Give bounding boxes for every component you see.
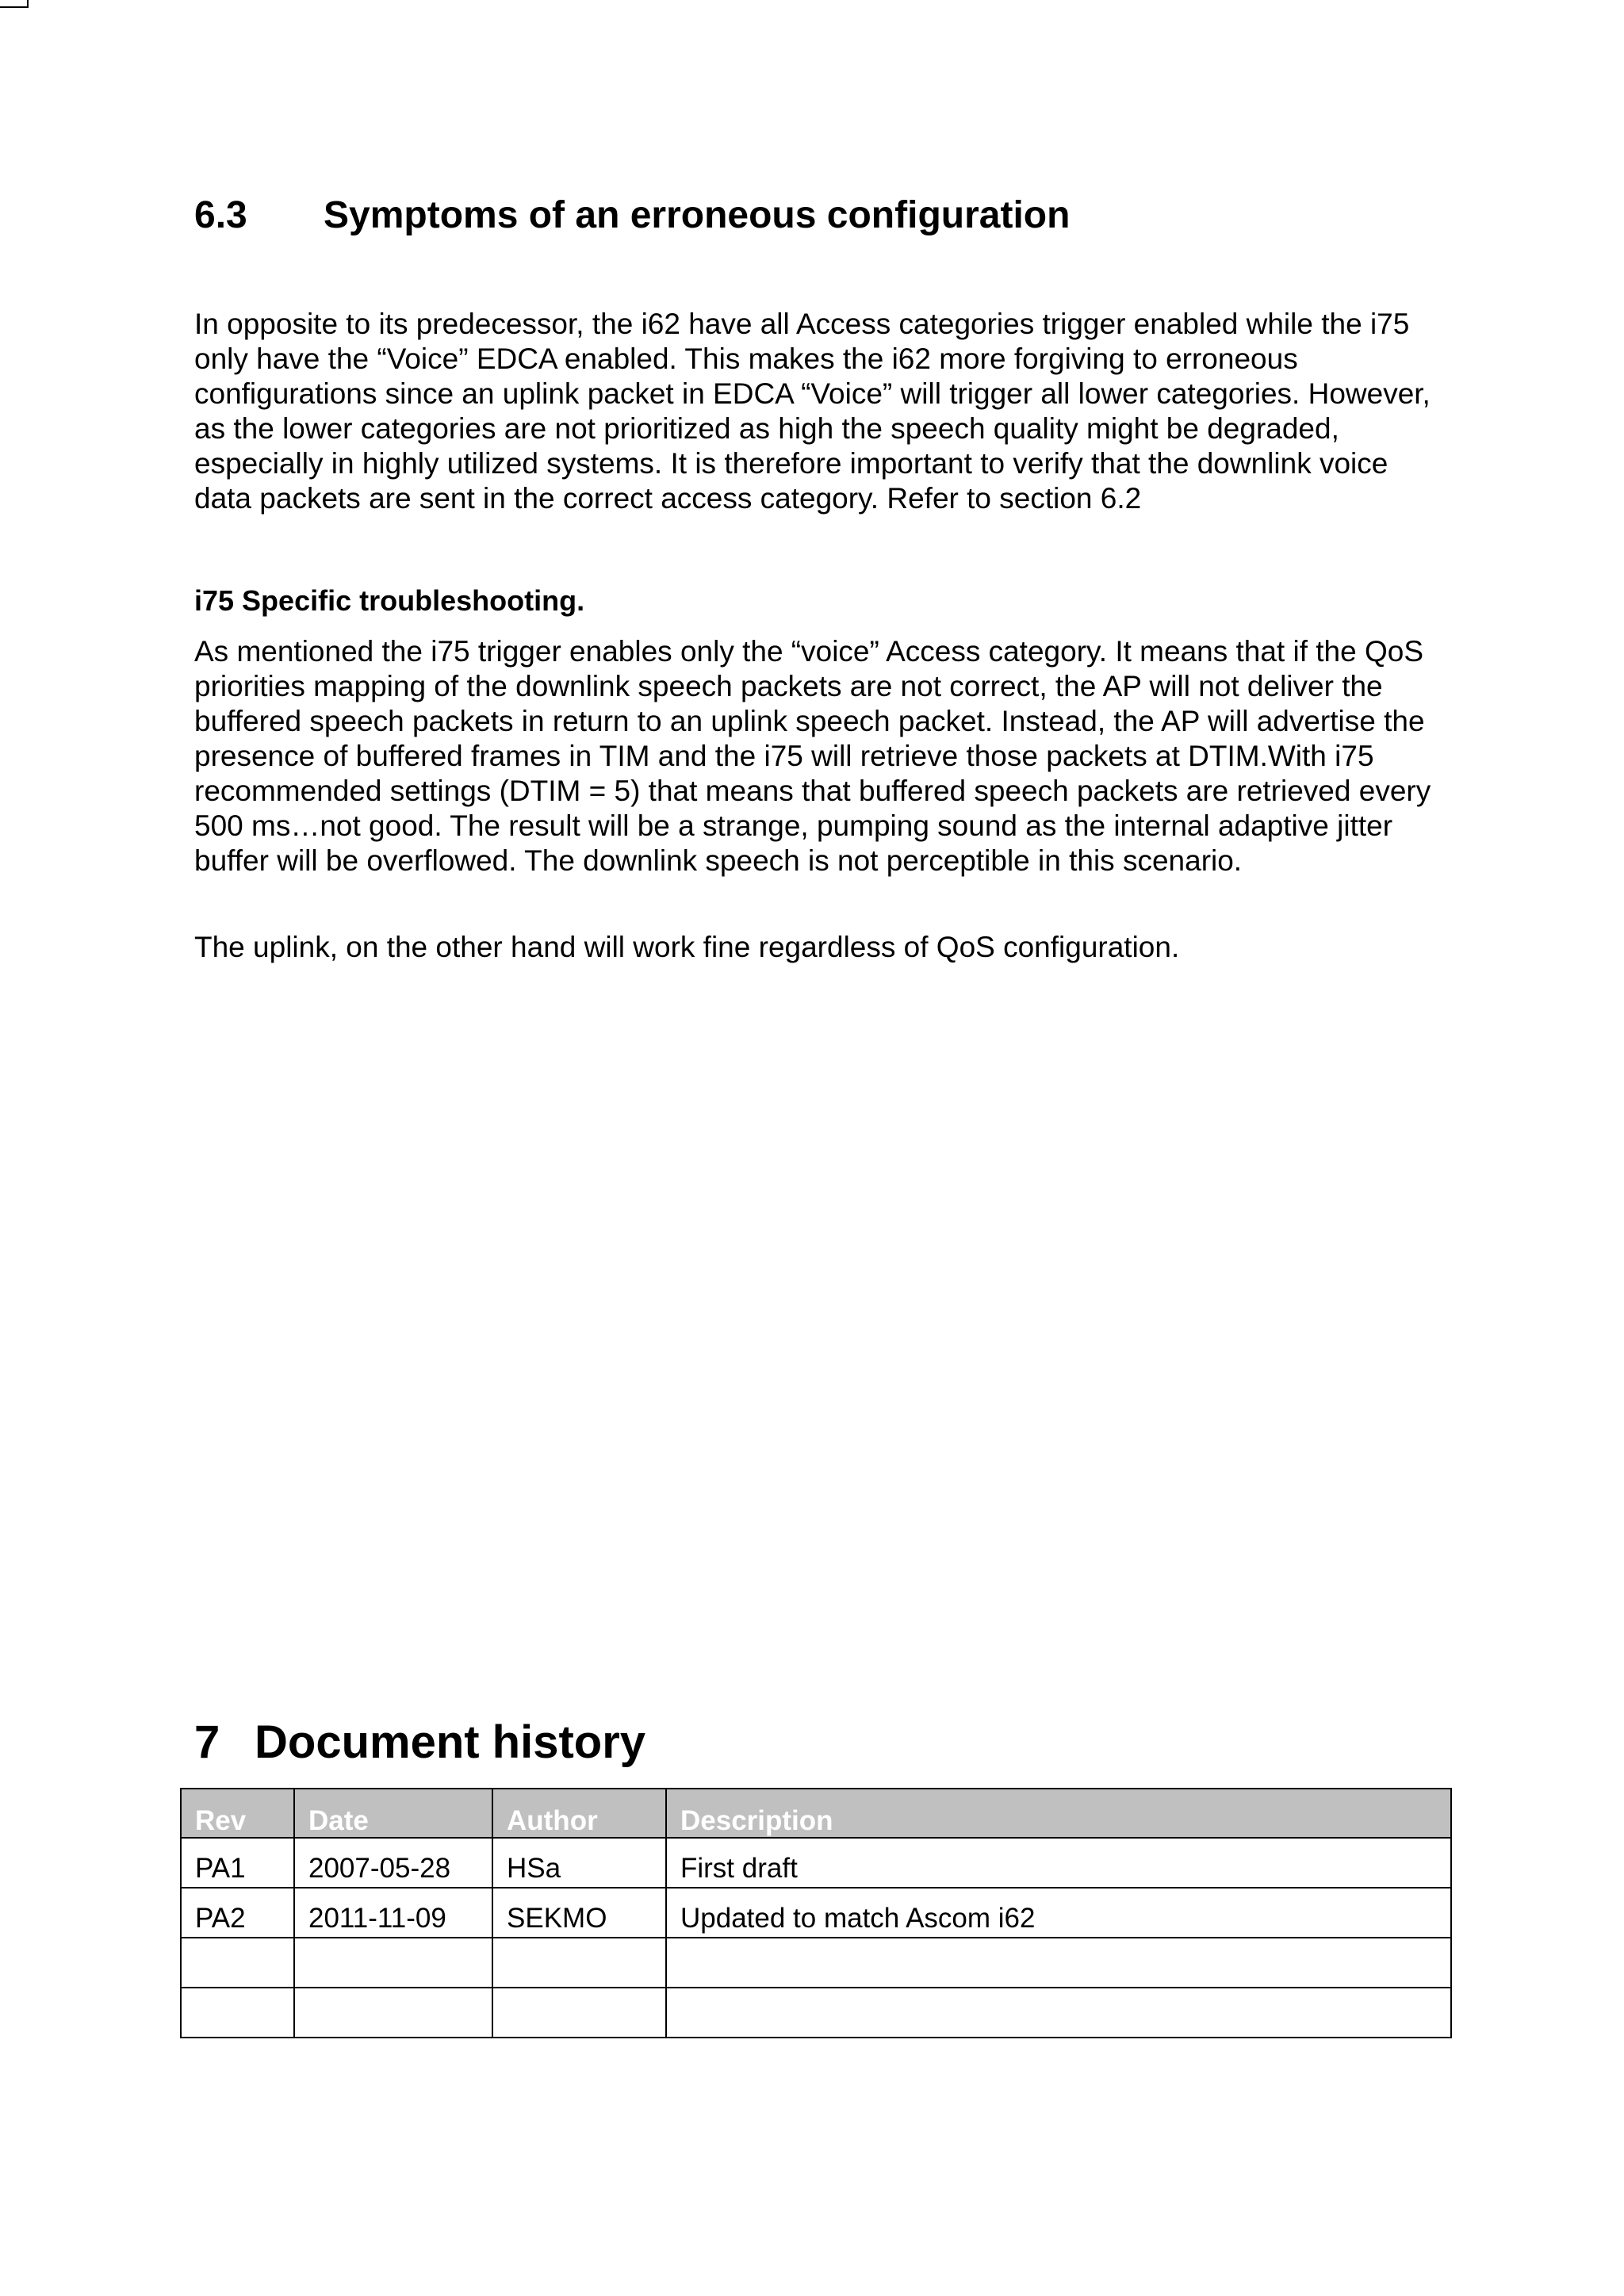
table-cell-rev: [181, 1938, 294, 1988]
column-header-description: Description: [666, 1789, 1451, 1838]
table-cell-description: First draft: [666, 1838, 1451, 1888]
section-6-3-heading: [194, 193, 1070, 238]
section-6-3-title: Symptoms of an erroneous configuration: [324, 194, 1071, 236]
table-cell-author: SEKMO: [492, 1888, 666, 1938]
table-cell-description: [666, 1988, 1451, 2038]
table-cell-description: Updated to match Ascom i62: [666, 1888, 1451, 1938]
uplink-note-paragraph: The uplink, on the other hand will work fine regardless of QoS configuration.: [194, 931, 1180, 963]
i75-troubleshooting-paragraph: As mentioned the i75 trigger enables only the “voice” Access category. It means that if the QoS priorities mapping of the downlink speech packets are not correct, the AP will not deliver the buffered speech packets in return to an uplink speech packet. Instead, the AP will advertise the presence of buffered frames in TIM and the i75 will retrieve those packets at DTIM.With i75 recommended settings (DTIM = 5) that means that buffered speech packets are retrieved every 500 ms…not good. The result will be a strange, pumping sound as the internal adaptive jitter buffer will be overflowed. The downlink speech is not perceptible in this scenario.: [194, 635, 1431, 877]
document-history-table: [180, 1788, 1452, 2038]
table-cell-author: [492, 1988, 666, 2038]
table-cell-date: [294, 1988, 492, 2038]
section-7-heading: [194, 1716, 645, 1770]
table-cell-rev: PA2: [181, 1888, 294, 1938]
table-cell-date: [294, 1938, 492, 1988]
table-row: [181, 1938, 1451, 1988]
page-corner-mark: [0, 0, 29, 8]
table-cell-date: 2011-11-09: [294, 1888, 492, 1938]
column-header-rev: Rev: [181, 1789, 294, 1838]
column-header-date: Date: [294, 1789, 492, 1838]
table-cell-author: [492, 1938, 666, 1988]
table-row: [181, 1888, 1451, 1938]
section-6-3-number: 6.3: [194, 194, 247, 236]
table-cell-rev: PA1: [181, 1838, 294, 1888]
i75-troubleshooting-heading: i75 Specific troubleshooting.: [194, 584, 585, 617]
table-cell-rev: [181, 1988, 294, 2038]
section-7-title: Document history: [255, 1716, 646, 1768]
table-header-row: [181, 1789, 1451, 1838]
column-header-author: Author: [492, 1789, 666, 1838]
table-row: [181, 1988, 1451, 2038]
table-row: [181, 1838, 1451, 1888]
section-7-number: 7: [194, 1716, 220, 1768]
section-6-3-paragraph: In opposite to its predecessor, the i62 have all Access categories trigger enabled while the i75 only have the “Voice” EDCA enabled. This makes the i62 more forgiving to erroneous configurations since an uplink packet in EDCA “Voice” will trigger all lower categories. However, as the lower categories are not prioritized as high the speech quality might be degraded, especially in highly utilized systems. It is therefore important to verify that the downlink voice data packets are sent in the correct access category. Refer to section 6.2: [194, 308, 1431, 515]
table-cell-author: HSa: [492, 1838, 666, 1888]
table-cell-date: 2007-05-28: [294, 1838, 492, 1888]
table-cell-description: [666, 1938, 1451, 1988]
